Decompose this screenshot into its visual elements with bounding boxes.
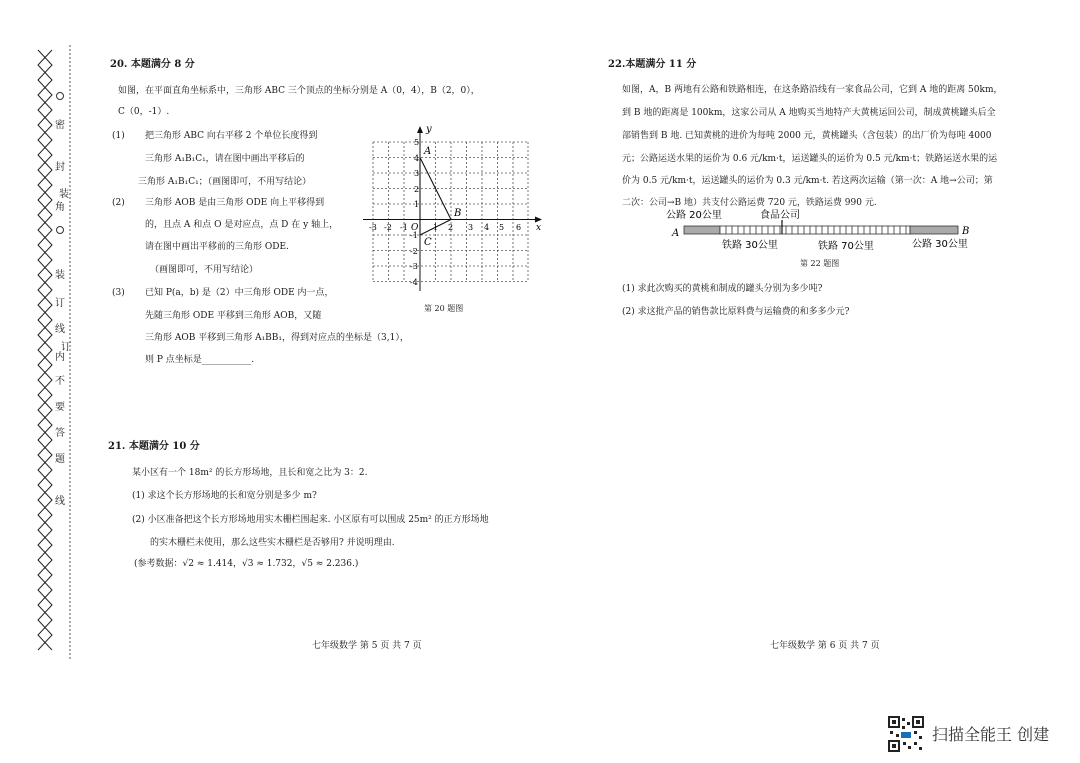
margin-char: 密 — [55, 120, 65, 131]
q20-part1-text: 把三角形 ABC 向右平移 2 个单位长度得到 — [145, 131, 318, 141]
q21-intro: 某小区有一个 18m² 的长方形场地，且长和宽之比为 3：2. — [132, 468, 368, 478]
y-tick-label: 1 — [414, 200, 420, 209]
q20-part2-text: 三角形 AOB 是由三角形 ODE 向上平移得到 — [145, 198, 325, 208]
x-tick-label: 1 — [433, 223, 439, 232]
q22-route-diagram — [660, 206, 980, 254]
margin-char: 题 — [55, 454, 65, 465]
margin-char: 要 — [55, 402, 65, 413]
y-tick-label: 3 — [414, 169, 420, 178]
point-b-label: B — [962, 226, 970, 237]
margin-char: 封 — [55, 162, 65, 173]
road-segment-1 — [684, 226, 720, 234]
origin-label: O — [411, 223, 419, 233]
x-tick-label: 2 — [448, 223, 454, 232]
q20-part-number: (3) — [112, 288, 125, 298]
x-tick-label: -3 — [369, 223, 377, 232]
q20-intro: C（0，-1）. — [118, 107, 170, 117]
y-tick-label: -1 — [410, 231, 418, 240]
q20-part2-text: （画图即可，不用写结论） — [150, 265, 259, 275]
q20-part-number: (2) — [112, 198, 125, 208]
q20-part2-text: 请在图中画出平移前的三角形 ODE. — [145, 242, 289, 252]
q20-part3-text: 三角形 AOB 平移到三角形 A₁BB₁，得到对应点的坐标是（3,1）， — [145, 333, 409, 343]
margin-char: 订 — [61, 342, 71, 353]
qr-code-icon — [888, 716, 924, 752]
margin-char: 角 — [55, 202, 65, 213]
q20-part1-text: 三角形 A₁B₁C₁；（画图即可，不用写结论） — [138, 177, 312, 187]
y-tick-label: -2 — [410, 247, 418, 256]
margin-char: 线 — [55, 324, 65, 335]
rail-label-1: 铁路 30公里 — [722, 240, 778, 251]
q22-text-line: 价为 0.5 元/km·t，运送罐头的运价为 0.3 元/km·t. 若这两次运输（第一次：A 地→公司；第 — [622, 176, 993, 186]
railway-segment — [720, 226, 910, 234]
binding-margin — [0, 40, 80, 670]
margin-char: 线 — [55, 496, 65, 507]
page-footer-right: 七年级数学 第 6 页 共 7 页 — [770, 641, 880, 651]
margin-circle — [56, 226, 64, 234]
road-label-2: 公路 30公里 — [912, 239, 968, 250]
q22-figure-caption: 第 22 题图 — [800, 259, 840, 268]
y-tick-label: 2 — [414, 185, 420, 194]
y-tick-label: 5 — [414, 138, 420, 147]
rail-label-2: 铁路 70公里 — [818, 241, 874, 252]
margin-char: 内 — [55, 352, 65, 363]
margin-char: 不 — [55, 376, 65, 387]
x-tick-label: -2 — [384, 223, 392, 232]
q21-heading: 21. 本题满分 10 分 — [108, 441, 200, 452]
q20-part3-text: 则 P 点坐标是___________. — [145, 355, 255, 365]
q20-figure-caption: 第 20 题图 — [424, 304, 464, 313]
q20-part1-text: 三角形 A₁B₁C₁，请在图中画出平移后的 — [145, 154, 305, 164]
zigzag-border — [0, 40, 80, 670]
q22-part2: (2) 求这批产品的销售款比原料费与运输费的和多多少元? — [622, 307, 850, 317]
q20-coordinate-grid — [360, 124, 545, 299]
q22-text-line: 到 B 地的距离是 100km，这家公司从 A 地购买当地特产大黄桃运回公司，制成黄桃罐头后全 — [622, 108, 996, 118]
margin-char: 答 — [55, 428, 65, 439]
q20-heading: 20. 本题满分 8 分 — [110, 59, 195, 70]
y-tick-label: -3 — [410, 262, 418, 271]
y-axis-label: y — [426, 124, 432, 135]
point-a-label: A — [672, 228, 680, 239]
x-tick-label: 3 — [468, 223, 474, 232]
margin-char: 装 — [55, 270, 65, 281]
x-tick-label: 4 — [484, 223, 490, 232]
point-label-a: A — [424, 146, 432, 157]
road-segment-2 — [910, 226, 958, 234]
q21-part1: (1) 求这个长方形场地的长和宽分别是多少 m? — [132, 491, 317, 501]
q20-part-number: (1) — [112, 131, 125, 141]
page-footer-left: 七年级数学 第 5 页 共 7 页 — [312, 641, 422, 651]
q20-part3-text: 已知 P(a，b) 是（2）中三角形 ODE 内一点， — [145, 288, 334, 298]
q21-reference-data: (参考数据：√2 ≈ 1.414，√3 ≈ 1.732，√5 ≈ 2.236.) — [134, 559, 359, 569]
q22-heading: 22.本题满分 11 分 — [608, 59, 697, 70]
x-axis-label: x — [536, 223, 542, 233]
q22-text-line: 元；公路运送水果的运价为 0.6 元/km·t，运送罐头的运价为 0.5 元/km·t；铁路运送水果的运 — [622, 154, 998, 164]
point-label-b: B — [454, 208, 462, 219]
x-tick-label: 6 — [516, 223, 522, 232]
q20-intro: 如图，在平面直角坐标系中，三角形 ABC 三个顶点的坐标分别是 A（0，4），B（2，0）， — [118, 86, 480, 96]
q20-part3-text: 先随三角形 ODE 平移到三角形 AOB，又随 — [145, 311, 322, 321]
q22-part1: (1) 求此次购买的黄桃和制成的罐头分别为多少吨? — [622, 284, 823, 294]
scanner-watermark-text: 扫描全能王 创建 — [932, 725, 1050, 744]
q22-text-line: 如图，A，B 两地有公路和铁路相连，在这条路沿线有一家食品公司，它到 A 地的距离 50km， — [622, 85, 1003, 95]
road-label-1: 公路 20公里 — [666, 210, 722, 221]
q21-part2: 的实木栅栏未使用，那么这些实木栅栏是否够用? 并说明理由. — [150, 538, 395, 548]
y-tick-label: -4 — [410, 278, 418, 287]
q21-part2: (2) 小区准备把这个长方形场地用实木栅栏围起来. 小区原有可以围成 25m² 的正方形场地 — [132, 515, 489, 525]
margin-char: 装 — [59, 189, 69, 200]
q22-text-line: 部销售到 B 地. 已知黄桃的进价为每吨 2000 元，黄桃罐头（含包装）的出厂价为每吨 4000 — [622, 131, 992, 141]
q20-part2-text: 的，且点 A 和点 O 是对应点，点 D 在 y 轴上， — [145, 220, 339, 230]
q22-text-line: 二次：公司→B 地）共支付公路运费 720 元，铁路运费 990 元. — [622, 198, 877, 208]
point-label-c: C — [424, 237, 432, 248]
x-tick-label: -1 — [400, 223, 408, 232]
x-tick-label: 5 — [499, 223, 505, 232]
margin-char: 订 — [55, 298, 65, 309]
y-tick-label: 4 — [414, 154, 420, 163]
margin-circle — [56, 92, 64, 100]
company-label: 食品公司 — [760, 210, 800, 221]
